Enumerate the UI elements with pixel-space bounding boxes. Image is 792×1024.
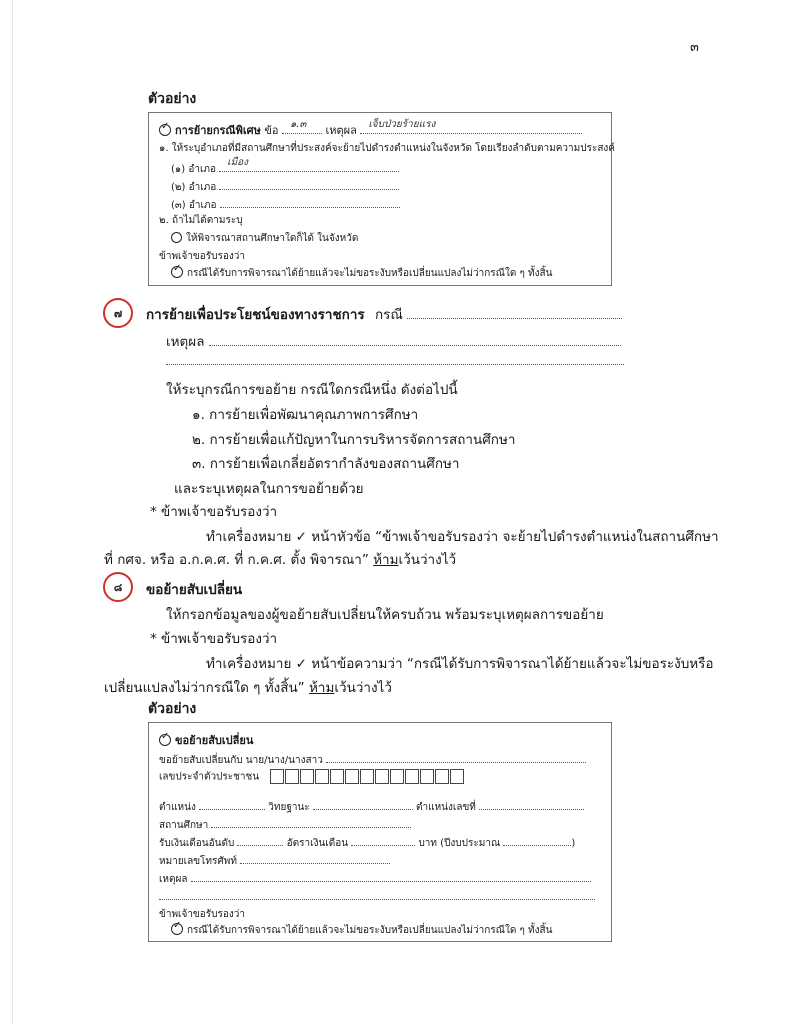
- phone-field: [240, 851, 390, 864]
- salary-rate-field: [351, 833, 415, 846]
- section-8-mark-text-b-line: เปลี่ยนแปลงไม่ว่ากรณีใด ๆ ทั้งสิ้น” ห้ามเว้นว่างไว้: [104, 680, 392, 696]
- reason-field: เจ็บป่วยร้ายแรง: [360, 121, 582, 134]
- fiscal-year-field: [503, 833, 571, 846]
- case-item-2: ๒. การย้ายเพื่อแก้ปัญหาในการบริหารจัดการสถานศึกษา: [192, 432, 516, 448]
- certify-statement: ✓กรณีได้รับการพิจารณาได้ย้ายแล้วจะไม่ขอระงับหรือเปลี่ยนแปลงไม่ว่ากรณีใด ๆ ทั้งสิ้น: [171, 266, 552, 281]
- fallback-label: ๒. ถ้าไม่ได้ตามระบุ: [159, 215, 243, 226]
- district-1-row: (๑) อำเภอ เมือง: [171, 159, 399, 177]
- reason-line-1: เหตุผล: [166, 330, 621, 352]
- section-7-certify: * ข้าพเจ้าขอรับรองว่า: [150, 504, 278, 520]
- salary-row: รับเงินเดือนอันดับ อัตราเงินเดือน บาท (ปีงบประมาณ ): [159, 833, 575, 851]
- page-number: ๓: [690, 40, 699, 55]
- case-item-1: ๑. การย้ายเพื่อพัฒนาคุณภาพการศึกษา: [192, 407, 419, 423]
- section-7-title: การย้ายเพื่อประโยชน์ของทางราชการ: [146, 307, 365, 323]
- swap-with-row: ขอย้ายสับเปลี่ยนกับ นาย/นาง/นางสาว: [159, 750, 586, 768]
- academic-field: [313, 797, 413, 810]
- position-field: [199, 797, 265, 810]
- example-heading: ตัวอย่าง: [148, 91, 197, 107]
- salary-level-field: [237, 833, 283, 846]
- school-field: [211, 815, 411, 828]
- section-8-number-badge: ๘: [103, 572, 133, 602]
- district-2-row: (๒) อำเภอ: [171, 177, 399, 195]
- id-row: เลขประจำตัวประชาชน: [159, 769, 464, 785]
- section-7-mark-text-b-line: ที่ กศจ. หรือ อ.ก.ค.ศ. ที่ ก.ค.ศ. ตั้ง พิจารณา” ห้ามเว้นว่างไว้: [104, 552, 457, 568]
- section-7-number-badge: ๗: [103, 298, 133, 328]
- reason-row: เหตุผล: [159, 869, 591, 887]
- item-prefix: ข้อ: [264, 124, 279, 137]
- reason-field-1: [209, 333, 621, 346]
- checked-radio-icon: [171, 266, 183, 278]
- page-edge: [12, 0, 13, 1024]
- case-label: กรณี: [374, 307, 403, 323]
- certify-label: ข้าพเจ้าขอรับรองว่า: [159, 251, 245, 262]
- reason-row-2: [159, 887, 595, 903]
- case-item-3: ๓. การย้ายเพื่อเกลี่ยอัตรากำลังของสถานศึกษา: [192, 456, 460, 472]
- reason-note: และระบุเหตุผลในการขอย้ายด้วย: [174, 481, 364, 497]
- forbid-word: ห้าม: [373, 552, 399, 568]
- swap-title-line: [159, 731, 253, 749]
- phone-row: หมายเลขโทรศัพท์: [159, 851, 390, 869]
- any-school-option: ให้พิจารณาสถานศึกษาใดก็ได้ ในจังหวัด: [171, 231, 358, 246]
- example-box-swap-transfer: [148, 722, 612, 942]
- reason-field-2: [166, 352, 624, 365]
- empty-radio-icon: [171, 232, 182, 243]
- id-number-boxes: [270, 769, 464, 784]
- district-3-field: [220, 195, 400, 208]
- position-no-field: [479, 797, 584, 810]
- section-7-mark-text-a: ทำเครื่องหมาย ✓ หน้าหัวข้อ “ข้าพเจ้าขอรับรองว่า จะย้ายไปดำรงตำแหน่งในสถานศึกษา: [206, 529, 719, 545]
- district-1-field: เมือง: [219, 159, 399, 172]
- checked-radio-icon: [171, 923, 183, 935]
- district-3-row: (๓) อำเภอ: [171, 195, 400, 213]
- district-instruction: ๑. ให้ระบุอำเภอที่มีสถานศึกษาที่ประสงค์จะย้ายไปดำรงตำแหน่งในจังหวัด โดยเรียงลำดับตามความประสงค์: [159, 143, 615, 154]
- example-box-special-transfer: [148, 112, 615, 286]
- swap-certify-statement: ✓กรณีได้รับการพิจารณาได้ย้ายแล้วจะไม่ขอระงับหรือเปลี่ยนแปลงไม่ว่ากรณีใด ๆ ทั้งสิ้น: [171, 923, 552, 938]
- section-8-certify: * ข้าพเจ้าขอรับรองว่า: [150, 631, 278, 647]
- example-2-heading: ตัวอย่าง: [148, 701, 197, 717]
- case-field: [407, 306, 622, 319]
- swap-certify-label: ข้าพเจ้าขอรับรองว่า: [159, 909, 245, 920]
- section-7-title-line: [146, 303, 622, 325]
- position-row: ตำแหน่ง วิทยฐานะ ตำแหน่งเลขที่: [159, 797, 584, 815]
- reason-line-2: [166, 352, 624, 369]
- swap-with-field: [326, 750, 586, 763]
- special-transfer-title: การย้ายกรณีพิเศษ: [175, 124, 261, 137]
- forbid-word: ห้าม: [308, 680, 335, 696]
- case-instruction: ให้ระบุกรณีการขอย้าย กรณีใดกรณีหนึ่ง ดังต่อไปนี้: [166, 382, 458, 398]
- reason-field-2: [159, 887, 595, 900]
- district-2-field: [219, 177, 399, 190]
- special-transfer-line: [159, 121, 582, 139]
- section-8-title: ขอย้ายสับเปลี่ยน: [146, 582, 243, 598]
- reason-field: [191, 869, 591, 882]
- item-field: ๑.๓: [282, 121, 322, 134]
- section-8-instruction: ให้กรอกข้อมูลของผู้ขอย้ายสับเปลี่ยนให้ครบถ้วน พร้อมระบุเหตุผลการขอย้าย: [166, 607, 604, 623]
- school-row: สถานศึกษา: [159, 815, 411, 833]
- checked-radio-icon: [159, 734, 171, 746]
- section-8-mark-text-a: ทำเครื่องหมาย ✓ หน้าข้อความว่า “กรณีได้รับการพิจารณาได้ย้ายแล้วจะไม่ขอระงับหรือ: [206, 656, 714, 672]
- reason-prefix: เหตุผล: [325, 124, 357, 137]
- swap-title: ขอย้ายสับเปลี่ยน: [175, 734, 254, 747]
- checked-radio-icon: [159, 124, 171, 136]
